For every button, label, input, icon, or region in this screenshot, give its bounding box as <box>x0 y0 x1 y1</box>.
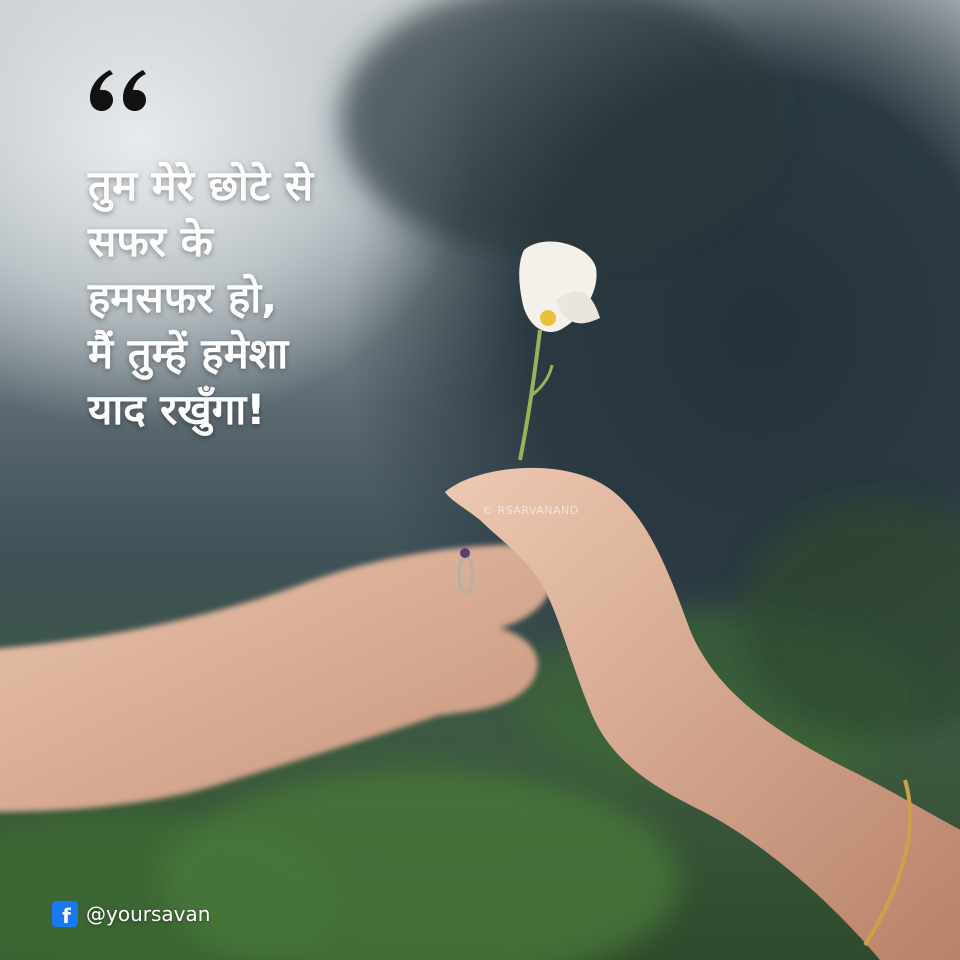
photo-watermark: © RSARVANAND <box>482 504 579 517</box>
handle-text: @yoursavan <box>86 902 211 926</box>
flower <box>519 242 600 460</box>
quote-line: तुम मेरे छोटे से <box>88 161 314 210</box>
quote-text <box>88 158 488 438</box>
quote-line: हमसफर हो, <box>88 273 278 322</box>
quote-line: याद रखुँगा! <box>88 385 266 434</box>
quote-line: मैं तुम्हें हमेशा <box>88 329 289 378</box>
social-handle <box>52 900 210 928</box>
quote-line: सफर के <box>88 217 213 266</box>
quote-mark-icon <box>88 66 148 112</box>
facebook-icon: f <box>52 901 78 927</box>
